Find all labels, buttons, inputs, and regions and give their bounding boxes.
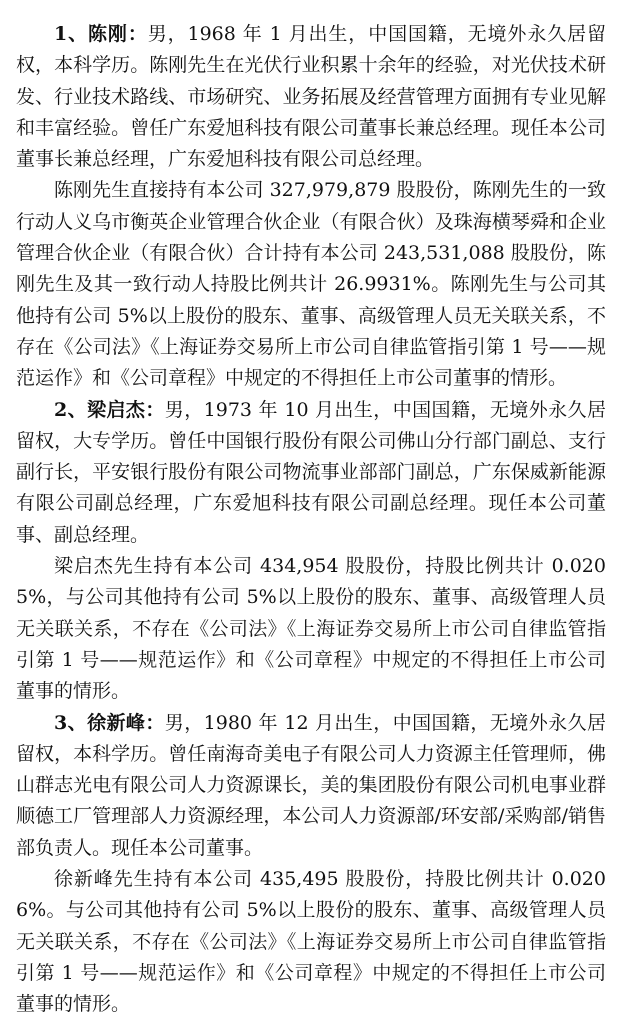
director-name: 梁启杰 <box>87 398 146 421</box>
director-bio-text: 男，1973 年 10 月出生，中国国籍，无境外永久居留权，大专学历。曾任中国银行股份有限公司佛山分行部门副总、支行副行长，平安银行股份有限公司物流事业部部门副总，广东保威新能源有限公司副总经理，广东爱旭科技有限公司副总经理。现任本公司董事、副总经理。 <box>16 398 606 546</box>
director-index: 2、 <box>54 398 88 421</box>
director-shareholding-paragraph: 陈刚先生直接持有本公司 327,979,879 股股份，陈刚先生的一致行动人义乌市衡英企业管理合伙企业（有限合伙）及珠海横琴舜和企业管理合伙企业（有限合伙）合计持有本公司 243,531,088 股股份，陈刚先生及其一致行动人持股比例共计 26.9931%。陈刚先生与公司其他持有公司 5%以上股份的股东、董事、高级管理人员无关联关系，不存在《公司法》《上海证券交易所上市公司自律监管指引第 1 号——规范运作》和《公司章程》中规定的不得担任上市公司董事的情形。 <box>16 179 606 390</box>
director-shareholding-paragraph: 徐新峰先生持有本公司 435,495 股股份，持股比例共计 0.0206%。与公司其他持有公司 5%以上股份的股东、董事、高级管理人员无关联关系，不存在《公司法》《上海证券交易所上市公司自律监管指引第 1 号——规范运作》和《公司章程》中规定的不得担任上市公司董事的情形。 <box>16 868 606 1016</box>
director-name: 徐新峰 <box>87 711 146 734</box>
director-bio-text: 男，1968 年 1 月出生，中国国籍，无境外永久居留权，本科学历。陈刚先生在光伏行业积累十余年的经验，对光伏技术研发、行业技术路线、市场研究、业务拓展及经营管理方面拥有专业见解和丰富经验。曾任广东爱旭科技有限公司董事长兼总经理。现任本公司董事长兼总经理，广东爱旭科技有限公司总经理。 <box>16 23 606 171</box>
director-name: 陈刚 <box>88 23 128 45</box>
director-bio-text: 男，1980 年 12 月出生，中国国籍，无境外永久居留权，本科学历。曾任南海奇美电子有限公司人力资源主任管理师，佛山群志光电有限公司人力资源课长，美的集团股份有限公司机电事业群顺德工厂管理部人力资源经理，本公司人力资源部/环安部/采购部/销售部负责人。现任本公司董事。 <box>16 711 606 859</box>
director-bio-paragraph <box>16 708 606 864</box>
director-index: 1、 <box>54 23 89 45</box>
director-bio-paragraph <box>16 395 606 551</box>
document-page <box>16 19 606 1021</box>
director-heading <box>54 712 165 734</box>
director-index: 3、 <box>54 711 88 734</box>
director-name-colon: ： <box>145 711 165 734</box>
director-name-colon: ： <box>127 23 148 45</box>
director-shareholding-paragraph: 梁启杰先生持有本公司 434,954 股股份，持股比例共计 0.0205%，与公司其他持有公司 5%以上股份的股东、董事、高级管理人员无关联关系，不存在《公司法》《上海证券交易所上市公司自律监管指引第 1 号——规范运作》和《公司章程》中规定的不得担任上市公司董事的情形。 <box>16 555 606 703</box>
director-heading <box>54 399 165 421</box>
director-name-colon: ： <box>145 398 165 421</box>
director-bio-paragraph <box>16 19 606 175</box>
director-heading <box>54 23 148 45</box>
